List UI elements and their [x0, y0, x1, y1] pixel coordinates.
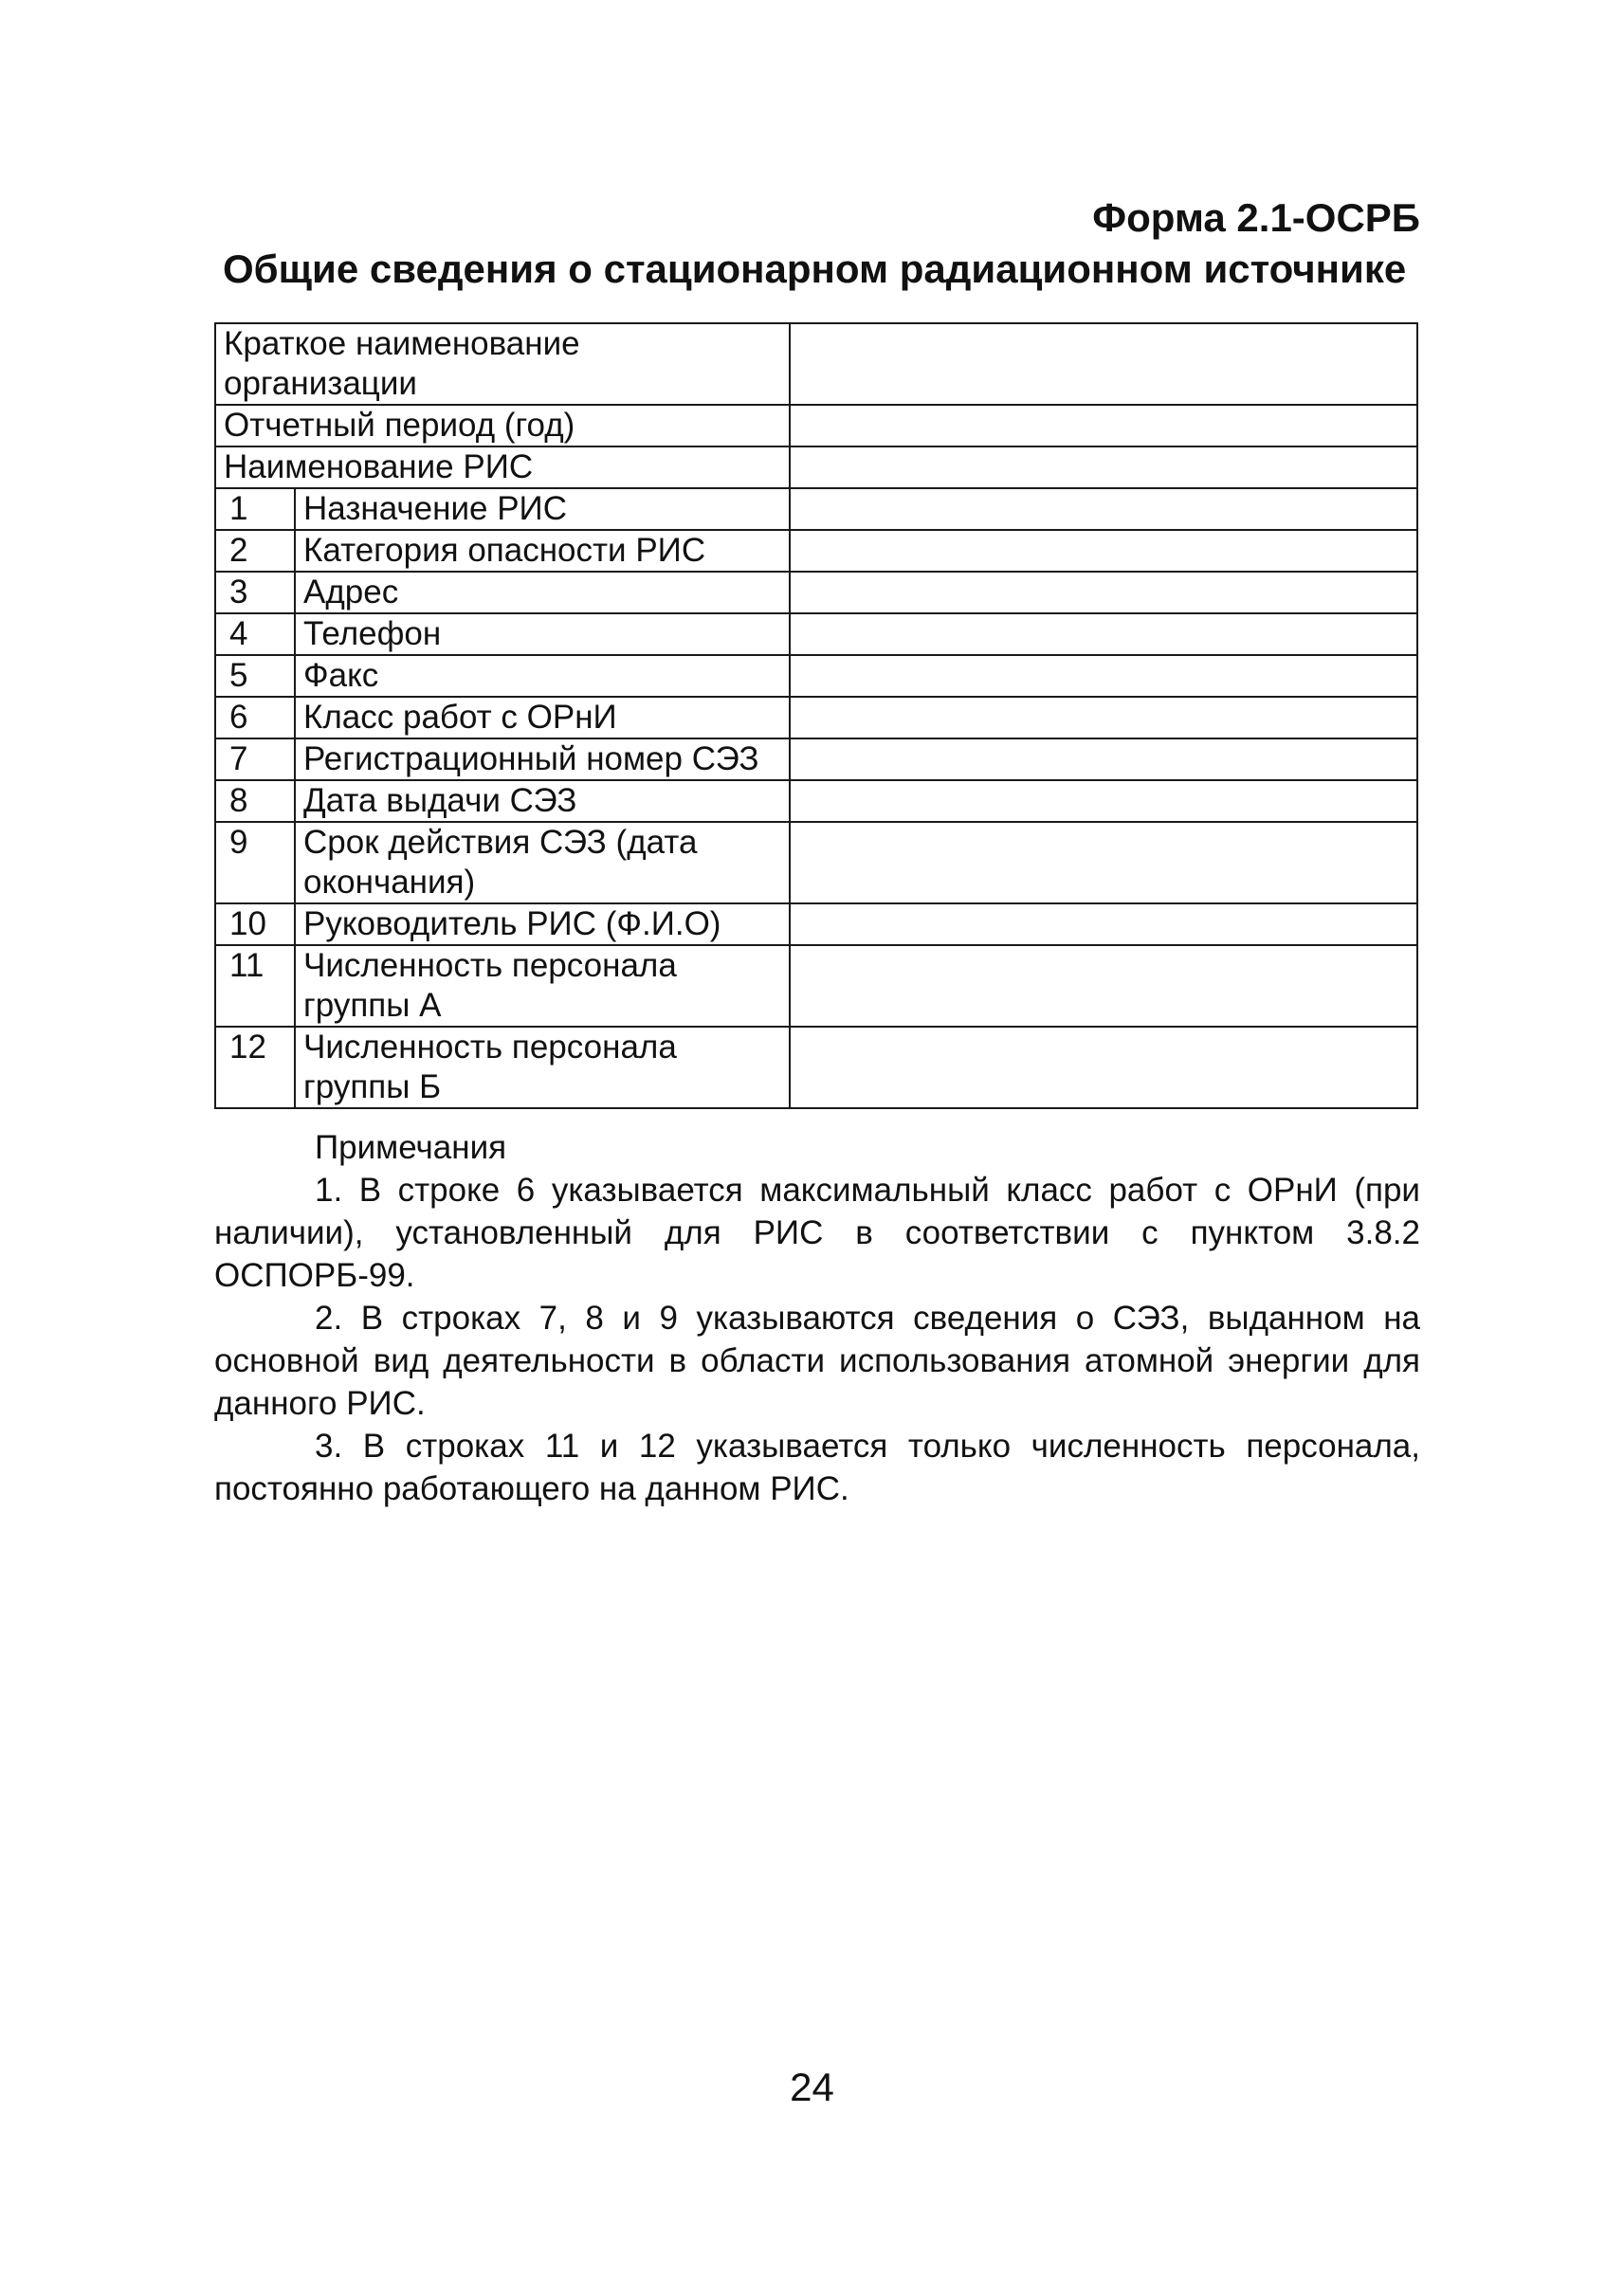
table-row — [215, 738, 1417, 780]
notes-heading: Примечания — [315, 1129, 507, 1166]
row-label: Наименование РИС — [215, 446, 790, 488]
period-field[interactable] — [790, 405, 1417, 446]
row-label: Численность персонала группы А — [295, 945, 790, 1027]
row-label: Телефон — [295, 613, 790, 655]
table-row — [215, 780, 1417, 822]
table-row — [215, 655, 1417, 697]
row-number: 7 — [215, 738, 295, 780]
row-label: Факс — [295, 655, 790, 697]
table-row — [215, 530, 1417, 572]
row-number: 10 — [215, 903, 295, 945]
form-code: Форма 2.1-ОСРБ — [1092, 195, 1420, 240]
notes-section — [214, 1126, 1420, 1510]
row-value-field[interactable] — [790, 945, 1417, 1027]
row-value-field[interactable] — [790, 655, 1417, 697]
row-label: Отчетный период (год) — [215, 405, 790, 446]
table-row — [215, 697, 1417, 738]
row-label: Адрес — [295, 572, 790, 613]
row-value-field[interactable] — [790, 530, 1417, 572]
row-value-field[interactable] — [790, 488, 1417, 530]
row-number: 6 — [215, 697, 295, 738]
row-label: Категория опасности РИС — [295, 530, 790, 572]
row-value-field[interactable] — [790, 1027, 1417, 1108]
row-label: Регистрационный номер СЭЗ — [295, 738, 790, 780]
row-value-field[interactable] — [790, 738, 1417, 780]
org-name-field[interactable] — [790, 323, 1417, 405]
row-number: 8 — [215, 780, 295, 822]
table-row-period — [215, 405, 1417, 446]
table-row — [215, 613, 1417, 655]
table-row-ris-name — [215, 446, 1417, 488]
page-number: 24 — [790, 2065, 834, 2109]
ris-name-field[interactable] — [790, 446, 1417, 488]
row-number: 3 — [215, 572, 295, 613]
info-table — [214, 322, 1418, 1109]
row-value-field[interactable] — [790, 903, 1417, 945]
row-label: Срок действия СЭЗ (дата окончания) — [295, 822, 790, 903]
row-value-field[interactable] — [790, 822, 1417, 903]
row-number: 12 — [215, 1027, 295, 1108]
row-value-field[interactable] — [790, 613, 1417, 655]
row-label: Дата выдачи СЭЗ — [295, 780, 790, 822]
row-number: 5 — [215, 655, 295, 697]
row-value-field[interactable] — [790, 697, 1417, 738]
form-title: Общие сведения о стационарном радиационном источнике — [223, 246, 1407, 291]
table-row — [215, 822, 1417, 903]
table-row — [215, 945, 1417, 1027]
row-number: 4 — [215, 613, 295, 655]
table-row — [215, 488, 1417, 530]
row-number: 1 — [215, 488, 295, 530]
row-number: 9 — [215, 822, 295, 903]
row-number: 2 — [215, 530, 295, 572]
note-item: 1. В строке 6 указывается максимальный класс работ с ОРнИ (при наличии), установленный для РИС в соответствии с пунктом 3.8.2 ОСПОРБ-99. — [214, 1172, 1420, 1294]
row-label: Краткое наименование организации — [215, 323, 790, 405]
table-row — [215, 1027, 1417, 1108]
table-row — [215, 903, 1417, 945]
row-number: 11 — [215, 945, 295, 1027]
row-label: Руководитель РИС (Ф.И.О) — [295, 903, 790, 945]
row-label: Численность персонала группы Б — [295, 1027, 790, 1108]
note-item: 2. В строках 7, 8 и 9 указываются сведения о СЭЗ, выданном на основной вид деятельности в области использования атомной энергии для данного РИС. — [214, 1300, 1420, 1422]
table-row — [215, 572, 1417, 613]
row-value-field[interactable] — [790, 572, 1417, 613]
row-label: Назначение РИС — [295, 488, 790, 530]
note-item: 3. В строках 11 и 12 указывается только численность персонала, постоянно работающего на данном РИС. — [214, 1428, 1420, 1507]
row-value-field[interactable] — [790, 780, 1417, 822]
row-label: Класс работ с ОРнИ — [295, 697, 790, 738]
table-row-org-name — [215, 323, 1417, 405]
